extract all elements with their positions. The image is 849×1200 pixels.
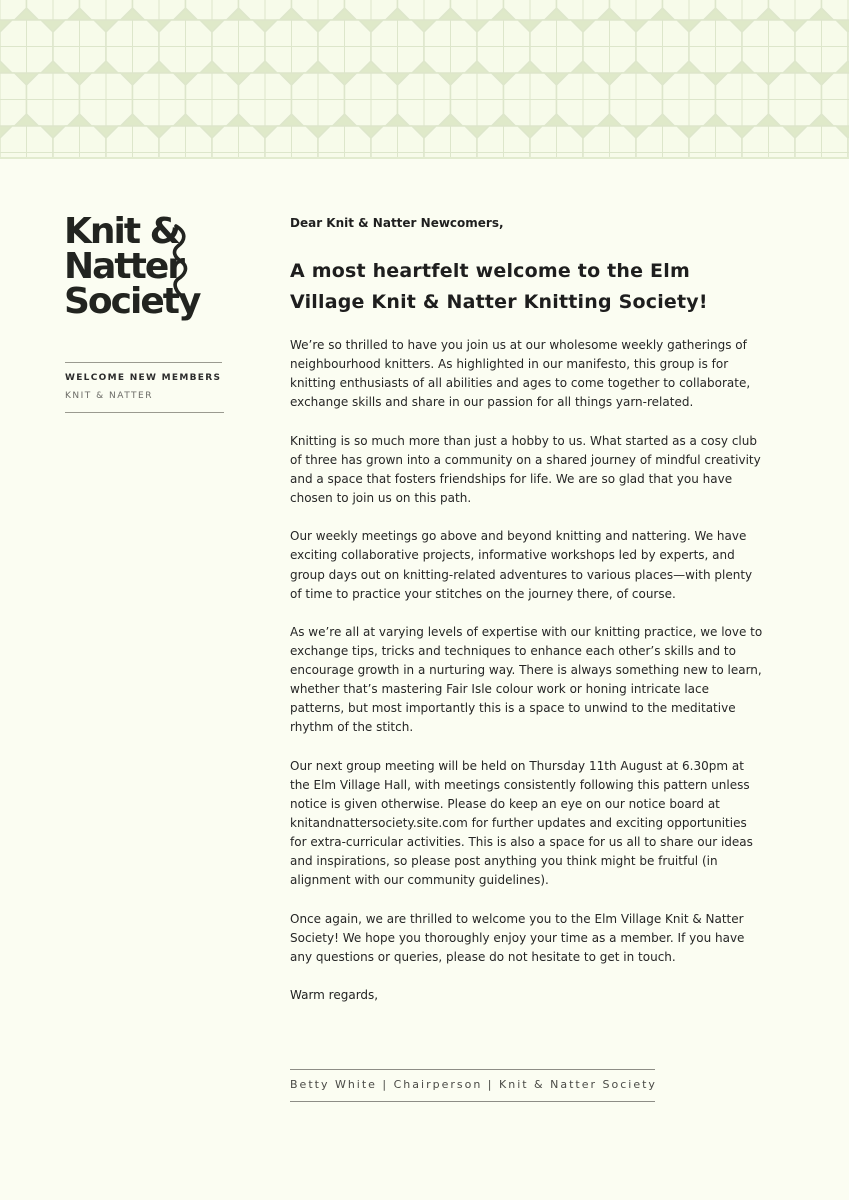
sidebar-subtitle: KNIT & NATTER xyxy=(65,391,153,401)
paragraph: Our next group meeting will be held on Thursday 11th August at 6.30pm at the Elm Village Hall, with meetings consistently following this pattern unless notice is given otherwise. Please do keep an eye on our notice board at knitandnattersociety.site.com for further updates and exciting opportunities for extra-curricular activities. This is also a space for us all to share our ideas and inspirations, so please post anything you think might be fruitful (in alignment with our community guidelines). xyxy=(290,758,753,888)
paragraph: We’re so thrilled to have you join us at our wholesome weekly gatherings of neighbourhood knitters. As highlighted in our manifesto, this group is for knitting enthusiasts of all abilities and ages to come together to collaborate, exchange skills and share in our passion for all things yarn-related. xyxy=(290,338,751,410)
society-logo xyxy=(64,211,204,334)
yarn-squiggle-icon xyxy=(170,222,192,302)
letter-headline: A most heartfelt welcome to the Elm Village Knit & Natter Knitting Society! xyxy=(290,260,708,313)
paragraph: As we’re all at varying levels of expertise with our knitting practice, we love to exchange tips, tricks and techniques to enhance each other’s skills and to encourage growth in a nurturing way. There is always something new to learn, whether that’s mastering Fair Isle colour work or honing intricate lace patterns, but most importantly this is a space to unwind to the meditative rhythm of the stitch. xyxy=(290,625,763,735)
salutation: Dear Knit & Natter Newcomers, xyxy=(290,216,504,230)
signature: Betty White | Chairperson | Knit & Natter Society xyxy=(290,1078,657,1091)
sidebar-title: WELCOME NEW MEMBERS xyxy=(65,373,222,383)
signature-divider-bottom xyxy=(290,1101,655,1102)
paragraph: Knitting is so much more than just a hobby to us. What started as a cosy club of three has grown into a community on a shared journey of mindful creativity and a space that fosters friendships for life. We are so glad that you have chosen to join us on this path. xyxy=(290,433,761,505)
tile-pattern-banner xyxy=(0,0,849,159)
paragraph: Our weekly meetings go above and beyond knitting and nattering. We have exciting collaborative projects, informative workshops led by experts, and group days out on knitting-related adventures to various places—with plenty of time to practice your stitches on the journey there, of course. xyxy=(290,529,753,601)
sidebar-divider-bottom xyxy=(65,412,224,413)
closing: Warm regards, xyxy=(290,988,379,1003)
paragraph: Once again, we are thrilled to welcome you to the Elm Village Knit & Natter Society! We hope you thoroughly enjoy your time as a member. If you have any questions or queries, please do not hesitate to get in touch. xyxy=(290,911,745,965)
letter-body xyxy=(290,214,764,1005)
logo-line: Society xyxy=(64,281,200,322)
logo-line: Natter xyxy=(64,246,184,287)
logo-line: Knit & xyxy=(64,211,180,252)
signature-divider-top xyxy=(290,1069,655,1070)
sidebar-divider-top xyxy=(65,362,222,363)
